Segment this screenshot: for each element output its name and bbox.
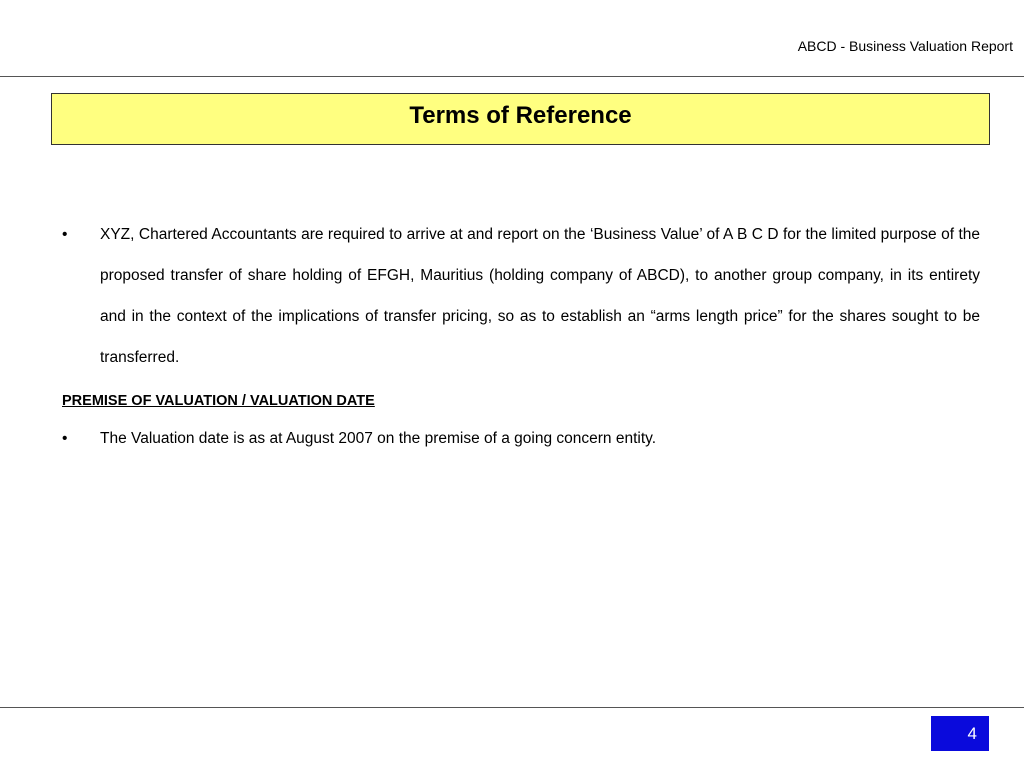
bullet-marker: •	[62, 226, 68, 243]
footer-divider	[0, 707, 1024, 708]
bullet-item	[62, 214, 980, 378]
page-number-badge: 4	[931, 716, 989, 751]
bullet-item	[62, 429, 980, 449]
header-divider	[0, 76, 1024, 77]
bullet-marker: •	[62, 430, 68, 447]
slide-title: Terms of Reference	[409, 102, 632, 129]
slide-content	[62, 214, 980, 449]
slide-title-box	[51, 93, 990, 145]
bullet-text: The Valuation date is as at August 2007 on the premise of a going concern entity.	[100, 430, 657, 447]
bullet-text: XYZ, Chartered Accountants are required to arrive at and report on the ‘Business Value’ of A B C D for the limited purpose of the proposed transfer of share holding of EFGH, Mauritius (holding company of ABCD), to another group company, in its entirety and in the context of the implications of transfer pricing, so as to establish an “arms length price” for the shares sought to be transferred.	[100, 226, 980, 366]
report-header-title: ABCD - Business Valuation Report	[797, 38, 1013, 54]
section-heading: PREMISE OF VALUATION / VALUATION DATE	[62, 393, 375, 409]
